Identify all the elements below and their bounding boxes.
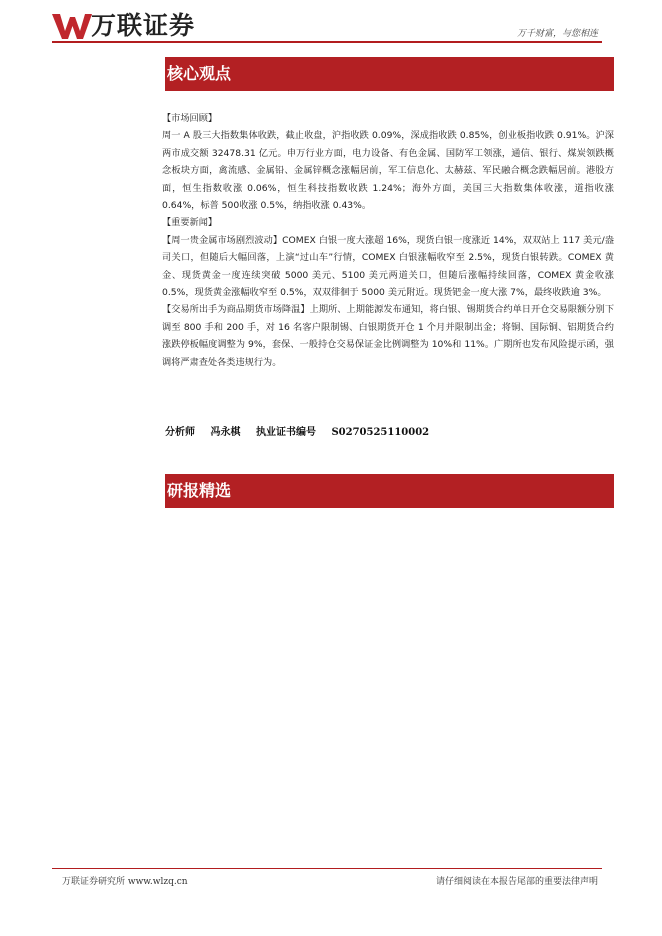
- header-slogan: 万千财富，与您相连: [516, 29, 598, 39]
- footer-divider: [52, 868, 602, 869]
- market-review-text: 周一 A 股三大指数集体收跌，截止收盘，沪指收跌 0.09%，深成指收跌 0.85%，创业板指收跌 0.91%。沪深两市成交额 32478.31 亿元。申万行业方面，电力设备、有色金属、国防军工领涨，通信、银行、煤炭领跌概念板块方面，禽流感、金属铅、金属锌概念涨幅居前，军工信息化、太赫兹、军民融合概念跌幅居前。港股方面，恒生指数收涨 0.06%，恒生科技指数收跌 1.24%；海外方面，美国三大指数集体收涨，道指收涨 0.64%，标普 500收涨 0.5%，纳指收涨 0.43%。: [162, 130, 614, 212]
- page-header: [0, 0, 662, 46]
- wanlian-logo-mark-icon: [52, 11, 92, 41]
- company-logo: [52, 10, 195, 42]
- logo-text: 万联证券: [91, 11, 196, 40]
- cert-label: 执业证书编号: [255, 427, 316, 438]
- header-divider: [52, 41, 602, 43]
- analyst-label: 分析师: [165, 427, 195, 438]
- section-title-core-views: 核心观点: [165, 57, 614, 91]
- core-views-content: [162, 110, 614, 371]
- market-review-heading: 【市场回顾】: [162, 113, 218, 124]
- footer-source: 万联证券研究所 www.wlzq.cn: [62, 877, 188, 887]
- analyst-name: 冯永棋: [210, 427, 241, 438]
- news-item-text: COMEX 白银一度大涨超 16%，现货白银一度涨近 14%，双双站上 117 美元/盎司关口，但随后大幅回落，上演“过山车”行情，COMEX 白银涨幅收窄至 2.5%，现货白银转跌。COMEX 黄金、现货黄金一度连续突破 5000 美元、5100 美元两道关口，但随后涨幅持续回落，COMEX 黄金收涨 0.5%，现货黄金涨幅收窄至 0.5%，双双徘徊于 5000 美元附近。现货钯金一度大涨 7%，最终收跌逾 3%。: [162, 234, 615, 299]
- news-item: [162, 232, 614, 302]
- section-title-research-selection: 研报精选: [165, 474, 614, 508]
- footer-disclaimer: 请仔细阅读在本报告尾部的重要法律声明: [435, 877, 598, 887]
- news-heading: 【重要新闻】: [162, 217, 218, 229]
- cert-number: S0270525110002: [331, 427, 430, 438]
- news-item: [162, 301, 614, 371]
- news-item-tag: 【周一贵金属市场剧烈波动】: [162, 234, 283, 246]
- news-item-tag: 【交易所出手为商品期货市场降温】: [162, 304, 310, 316]
- analyst-info: [165, 423, 441, 438]
- news-item-text: 上期所、上期能源发布通知，将白银、锡期货合约单日开仓交易限额分别下调至 800 手和 200 手，对 16 名客户限制锡、白银期货开仓 1 个月并限制出金；将铜、国际铜、铝期货合约涨跌停板幅度调整为 9%，套保、一般持仓交易保证金比例调整为 10%和 11%。广期所也发布风险提示函，强调将严肃查处各类违规行为。: [162, 304, 615, 368]
